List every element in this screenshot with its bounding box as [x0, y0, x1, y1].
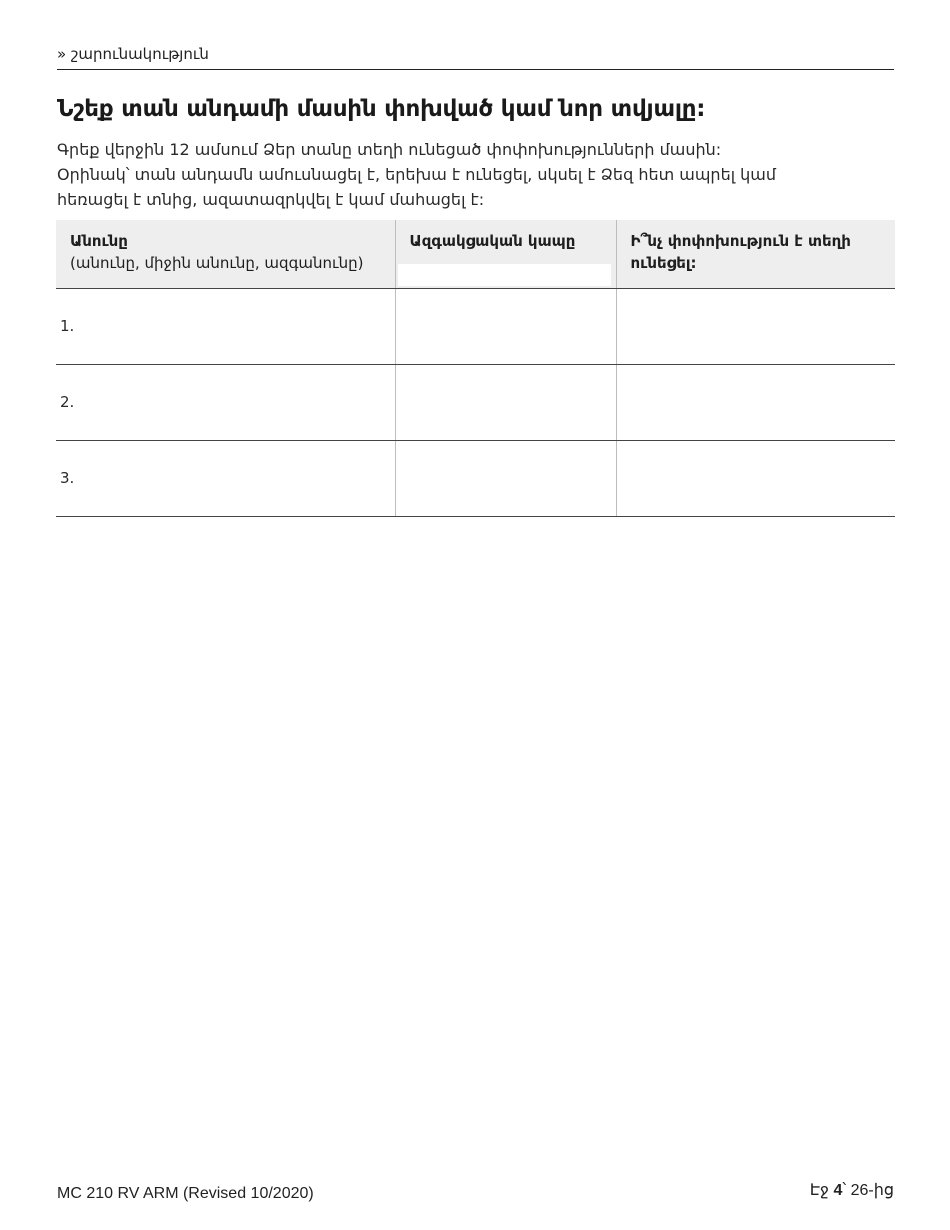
- change-field[interactable]: [616, 364, 895, 440]
- column-header-name-title: Անունը: [70, 232, 128, 250]
- row-number: 3.: [60, 469, 75, 487]
- column-header-change: [616, 220, 895, 288]
- column-header-name: [56, 220, 395, 288]
- continued-label: » շարունակություն: [57, 45, 209, 63]
- column-header-change-title: Ի՞նչ փոփոխություն է տեղի ունեցել:: [630, 232, 851, 272]
- page-indicator: [810, 1180, 894, 1200]
- relationship-field[interactable]: [395, 288, 616, 364]
- table-row: [56, 440, 895, 516]
- instructions: [57, 137, 887, 212]
- row-number: 2.: [60, 393, 75, 411]
- name-field[interactable]: [56, 440, 395, 516]
- name-field[interactable]: [56, 288, 395, 364]
- name-field[interactable]: [56, 364, 395, 440]
- page-suffix: ՝ 26-ից: [842, 1182, 894, 1199]
- column-header-relationship: [395, 220, 616, 288]
- table-row: [56, 288, 895, 364]
- instruction-line: Օրինակ՝ տան անդամն ամուսնացել է, երեխա է ունեցել, սկսել է Ձեզ հետ ապրել կամ: [57, 165, 777, 184]
- household-changes-table: [56, 220, 895, 517]
- header-divider: [57, 69, 894, 70]
- form-id: MC 210 RV ARM (Revised 10/2020): [57, 1185, 314, 1202]
- section-title: Նշեք տան անդամի մասին փոխված կամ նոր տվյալը:: [57, 96, 706, 122]
- instruction-line: հեռացել է տնից, ազատազրկվել է կամ մահացել է:: [57, 190, 485, 209]
- header-blank-box: [398, 264, 611, 286]
- page-prefix: Էջ: [809, 1182, 829, 1199]
- relationship-field[interactable]: [395, 440, 616, 516]
- page-number: 4: [833, 1182, 843, 1199]
- table-header-row: [56, 220, 895, 288]
- column-header-relationship-title: Ազգակցական կապը: [409, 232, 576, 250]
- row-number: 1.: [60, 317, 75, 335]
- change-field[interactable]: [616, 440, 895, 516]
- relationship-field[interactable]: [395, 364, 616, 440]
- instruction-line: Գրեք վերջին 12 ամսում Ձեր տանը տեղի ունեցած փոփոխությունների մասին:: [57, 140, 722, 159]
- table-row: [56, 364, 895, 440]
- change-field[interactable]: [616, 288, 895, 364]
- column-header-name-subtitle: (անունը, միջին անունը, ազգանունը): [70, 254, 364, 272]
